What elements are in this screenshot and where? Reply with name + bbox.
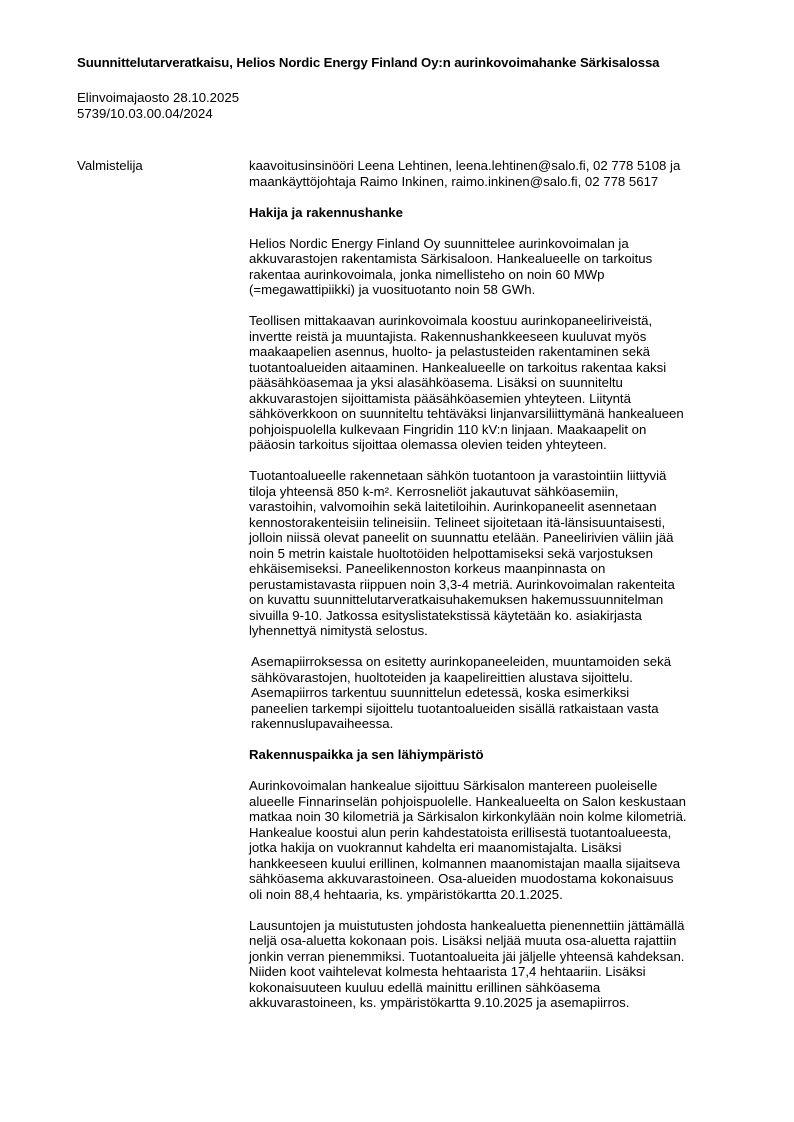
text-line: tuotantoalueiden aitaaminen. Hankealueelle on tarkoitus rakentaa kaksi: [249, 359, 667, 375]
text-line: alueelle Finnarinselän pohjoispuolelle. Hankealueelta on Salon keskustaan: [249, 793, 686, 809]
paragraph: [249, 313, 749, 453]
preparer-label: Valmistelija: [77, 158, 143, 173]
text-line: sähköasema akkuvarastoineen. Osa-alueiden muodostama kokonaisuus: [249, 871, 674, 886]
text-line: Teollisen mittakaavan aurinkovoimala koostuu aurinkopaneeliriveistä,: [249, 313, 653, 328]
section-heading-site: Rakennuspaikka ja sen lähiympäristö: [249, 747, 484, 762]
text-line: kennostorakenteisiin telineisiin. Telineet sijoitetaan itä-länsisuuntaisesti,: [249, 514, 666, 530]
text-line: sähkövarastojen, huoltoteiden ja kaapelireittien alustava sijoittelu.: [251, 669, 633, 685]
text-line: Hankealue koostui alun perin kahdestatoista erillisestä tuotantoalueesta,: [249, 824, 672, 840]
text-line: maakaapelien asennus, huolto- ja pelastusteiden rakentaminen sekä: [249, 344, 651, 359]
text-line: pääosin tarkoitus sijoittaa olemassa olevien teiden yhteyteen.: [249, 437, 607, 452]
text-line: on kuvattu suunnittelutarveratkaisuhakemuksen hakemussuunnitelman: [249, 592, 664, 607]
text-line: rakentaa aurinkovoimala, jonka nimellisteho on noin 60 MWp: [249, 266, 605, 282]
text-line: (=megawattipiikki) ja vuosituotanto noin 58 GWh.: [249, 282, 536, 297]
meeting-name: Elinvoimajaosto 28.10.2025: [77, 90, 240, 105]
text-line: jolloin niissä olevat paneelit on suunnattu etelään. Paneelirivien väliin jää: [249, 530, 674, 545]
text-line: akkuvarastoineen, ks. ympäristökartta 9.10.2025 ja asemapiirros.: [249, 995, 630, 1010]
meeting-info: [77, 90, 239, 121]
text-line: sivuilla 9-10. Jatkossa esityslistatekstissä käytetään ko. asiakirjasta: [249, 607, 642, 623]
section-heading-applicant: Hakija ja rakennushanke: [249, 204, 403, 220]
text-line: varastoihin, valvomoihin sekä laitetiloihin. Aurinkopaneelit asennetaan: [249, 499, 657, 514]
text-line: oli noin 88,4 hehtaaria, ks. ympäristökartta 20.1.2025.: [249, 886, 563, 902]
text-line: Asemapiirroksessa on esitetty aurinkopaneeleiden, muuntamoiden sekä: [251, 654, 672, 669]
text-line: pohjoispuolella kulkevaan Fingridin 110 kV:n linjaan. Maakaapelit on: [249, 421, 647, 437]
text-line: Helios Nordic Energy Finland Oy suunnittelee aurinkovoimalan ja: [249, 235, 629, 251]
preparer-line: maankäyttöjohtaja Raimo Inkinen, raimo.inkinen@salo.fi, 02 778 5617: [249, 173, 659, 189]
preparer-details: [249, 158, 749, 189]
text-line: neljä osa-aluetta kokonaan pois. Lisäksi neljää muuta osa-aluetta rajattiin: [249, 933, 677, 948]
text-line: perustamistavasta riippuen noin 3,3-4 metriä. Aurinkovoimalan rakenteita: [249, 576, 675, 592]
text-line: jonkin verran pienemmiksi. Tuotantoalueita jäi jäljelle yhteensä kahdeksan.: [249, 948, 685, 964]
text-line: Niiden koot vaihtelevat kolmesta hehtaarista 17,4 hehtaariin. Lisäksi: [249, 964, 646, 979]
text-line: invertte reistä ja muuntajista. Rakennushankkeeseen kuuluvat myös: [249, 328, 647, 344]
record-number: 5739/10.03.00.04/2024: [77, 105, 213, 121]
paragraph: [249, 236, 749, 298]
paragraph: [249, 778, 749, 902]
text-line: rakennuslupavaiheessa.: [251, 716, 394, 731]
text-line: akkuvarastojen sijoittamista pääsähköasemien yhteyteen. Liityntä: [249, 390, 631, 406]
text-line: jotka hakija on vuokrannut kahdelta eri maanomistajalta. Lisäksi: [249, 840, 622, 855]
text-line: Tuotantoalueelle rakennetaan sähkön tuotantoon ja varastointiin liittyviä: [249, 468, 667, 483]
text-line: matkaa noin 30 kilometriä ja Särkisalon kirkonkylään noin kolme kilometriä.: [249, 809, 687, 824]
text-line: sähköverkkoon on suunniteltu tehtäväksi linjanvarsiliittymänä hankealueen: [249, 406, 684, 421]
preparer-line: kaavoitusinsinööri Leena Lehtinen, leena.lehtinen@salo.fi, 02 778 5108 ja: [249, 158, 681, 173]
text-line: kokonaisuuteen kuuluu edellä mainittu erillinen sähköasema: [249, 979, 601, 995]
paragraph: [251, 654, 749, 732]
text-line: tiloja yhteensä 850 k-m². Kerrosneliöt jakautuvat sähköasemiin,: [249, 483, 619, 499]
text-line: pääsähköasemaa ja yksi alasähköasema. Lisäksi on suunniteltu: [249, 375, 623, 390]
paragraph: [249, 468, 749, 639]
document-body: [249, 158, 749, 1026]
text-line: ehkäisemiseksi. Paneelikennoston korkeus maanpinnasta on: [249, 561, 606, 576]
paragraph: [249, 918, 749, 1011]
text-line: lyhennettyä nimitystä selostus.: [249, 623, 428, 638]
text-line: paneelien tarkempi sijoittelu tuotantoalueiden sisällä ratkaistaan vasta: [251, 700, 659, 716]
document-title: Suunnittelutarveratkaisu, Helios Nordic Energy Finland Oy:n aurinkovoimahanke Särkisalossa: [77, 55, 660, 70]
text-line: Aurinkovoimalan hankealue sijoittuu Särkisalon mantereen puoleiselle: [249, 778, 658, 793]
text-line: akkuvarastojen rakentamista Särkisaloon. Hankealueelle on tarkoitus: [249, 251, 653, 266]
text-line: hankkeeseen kuului erillinen, kolmannen maanomistajan maalla sijaitseva: [249, 855, 681, 871]
text-line: noin 5 metrin kaistale huoltotöiden helpottamiseksi sekä varjostuksen: [249, 545, 653, 561]
text-line: Lausuntojen ja muistutusten johdosta hankealuetta pienennettiin jättämällä: [249, 917, 685, 933]
text-line: Asemapiirros tarkentuu suunnittelun edetessä, koska esimerkiksi: [251, 685, 630, 700]
